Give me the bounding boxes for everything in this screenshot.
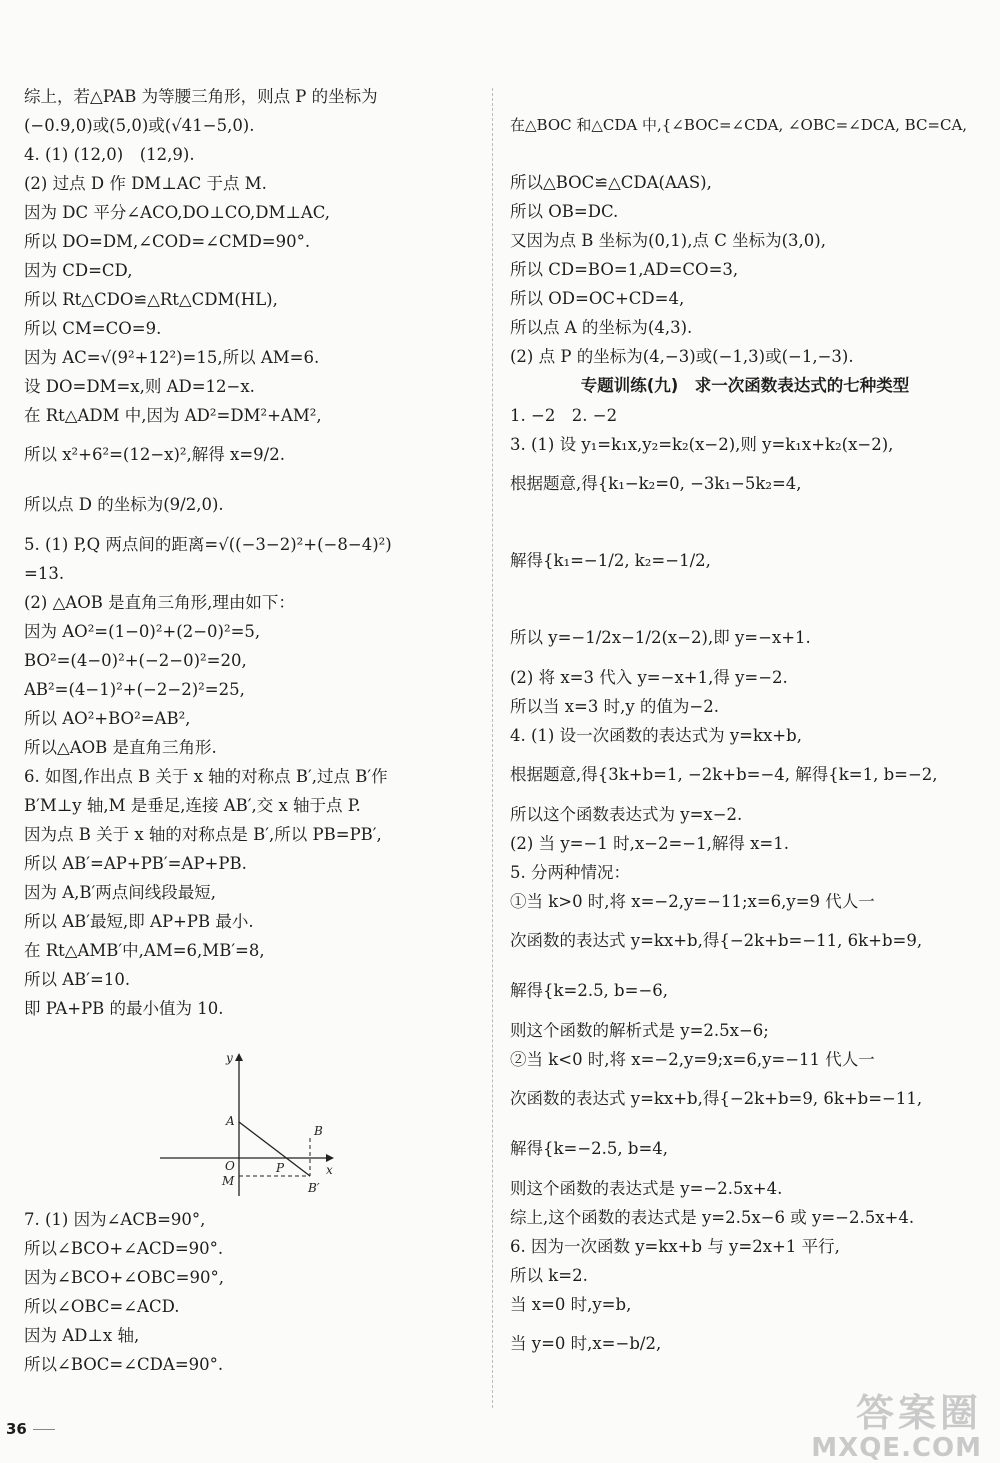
label-b: B	[314, 1124, 323, 1138]
text-line: 所以 y=−1/2x−1/2(x−2),即 y=−x+1.	[510, 628, 811, 647]
section-heading: 专题训练(九) 求一次函数表达式的七种类型	[580, 376, 910, 395]
text-line: (2) 当 y=−1 时,x−2=−1,解得 x=1.	[510, 834, 789, 853]
segment-ab-prime	[239, 1122, 310, 1176]
label-p: P	[276, 1161, 285, 1175]
text-line: 解得{k=2.5, b=−6,	[510, 981, 669, 1000]
text-line: 所以当 x=3 时,y 的值为−2.	[510, 697, 719, 716]
text-line: 当 x=0 时,y=b,	[510, 1295, 632, 1314]
text-line: (2) 过点 D 作 DM⊥AC 于点 M.	[24, 174, 267, 193]
text-line: 3. (1) 设 y₁=k₁x,y₂=k₂(x−2),则 y=k₁x+k₂(x−2),	[510, 435, 894, 454]
text-line: (2) 点 P 的坐标为(4,−3)或(−1,3)或(−1,−3).	[510, 347, 854, 366]
text-line: 根据题意,得{k₁−k₂=0, −3k₁−5k₂=4,	[510, 474, 802, 493]
text-line: 设 DO=DM=x,则 AD=12−x.	[24, 377, 255, 396]
text-line: AB²=(4−1)²+(−2−2)²=25,	[24, 680, 245, 699]
text-line: 因为 DC 平分∠ACO,DO⊥CO,DM⊥AC,	[24, 203, 331, 222]
text-line: 综上,这个函数的表达式是 y=2.5x−6 或 y=−2.5x+4.	[510, 1208, 915, 1227]
text-line: 所以 OB=DC.	[510, 202, 619, 221]
text-line: 解得{k=−2.5, b=4,	[510, 1139, 669, 1158]
x-axis-arrow	[326, 1154, 334, 1162]
text-line: 所以∠BCO+∠ACD=90°.	[24, 1239, 224, 1258]
text-line: 所以 AB′=10.	[24, 970, 131, 989]
text-line: ①当 k>0 时,将 x=−2,y=−11;x=6,y=9 代人一	[510, 892, 875, 911]
text-line: 所以点 D 的坐标为(9/2,0).	[24, 495, 224, 514]
text-line: 综上，若△PAB 为等腰三角形，则点 P 的坐标为	[24, 87, 378, 106]
text-line: 即 PA+PB 的最小值为 10.	[24, 999, 224, 1018]
text-line: 因为 AC=√(9²+12²)=15,所以 AM=6.	[24, 348, 320, 367]
text-line: 所以 x²+6²=(12−x)²,解得 x=9/2.	[24, 445, 285, 464]
text-line: 则这个函数的解析式是 y=2.5x−6;	[510, 1021, 769, 1040]
watermark-logo: 答案圈 MXQE.COM	[811, 1391, 982, 1463]
text-line: 所以△BOC≌△CDA(AAS),	[510, 173, 712, 192]
text-line: (2) △AOB 是直角三角形,理由如下：	[24, 593, 295, 612]
text-line: 所以 CM=CO=9.	[24, 319, 162, 338]
label-x: x	[326, 1163, 333, 1177]
text-line: 则这个函数的表达式是 y=−2.5x+4.	[510, 1179, 783, 1198]
text-line: 所以∠BOC=∠CDA=90°.	[24, 1355, 224, 1374]
text-line: 所以 k=2.	[510, 1266, 588, 1285]
y-axis-arrow	[235, 1053, 243, 1061]
label-y: y	[226, 1051, 233, 1065]
text-line: 因为 AD⊥x 轴,	[24, 1326, 140, 1345]
text-line: 所以 DO=DM,∠COD=∠CMD=90°.	[24, 232, 311, 251]
text-line: 5. (1) P,Q 两点间的距离=√((−3−2)²+(−8−4)²)	[24, 535, 392, 554]
label-b-prime: B′	[308, 1181, 320, 1195]
coordinate-figure	[160, 1050, 340, 1200]
text-line: =13.	[24, 564, 65, 583]
text-line: 所以 Rt△CDO≌△Rt△CDM(HL),	[24, 290, 278, 309]
text-line: 所以点 A 的坐标为(4,3).	[510, 318, 693, 337]
text-line: 解得{k₁=−1/2, k₂=−1/2,	[510, 551, 711, 570]
text-line: BO²=(4−0)²+(−2−0)²=20,	[24, 651, 247, 670]
text-line: 根据题意,得{3k+b=1, −2k+b=−4, 解得{k=1, b=−2,	[510, 765, 938, 784]
text-line: 又因为点 B 坐标为(0,1),点 C 坐标为(3,0),	[510, 231, 826, 250]
right-column	[510, 82, 980, 1369]
text-line: 7. (1) 因为∠ACB=90°,	[24, 1210, 206, 1229]
text-line: 所以 AB′=AP+PB′=AP+PB.	[24, 854, 247, 873]
text-line: 当 y=0 时,x=−b/2,	[510, 1334, 662, 1353]
text-line: 所以△AOB 是直角三角形.	[24, 738, 217, 757]
text-line: 6. 如图,作出点 B 关于 x 轴的对称点 B′,过点 B′作	[24, 767, 388, 786]
text-line: 所以 AB′最短,即 AP+PB 最小.	[24, 912, 254, 931]
text-line: 次函数的表达式 y=kx+b,得{−2k+b=9, 6k+b=−11,	[510, 1089, 923, 1108]
text-line: 因为 CD=CD,	[24, 261, 133, 280]
text-line: 次函数的表达式 y=kx+b,得{−2k+b=−11, 6k+b=9,	[510, 931, 923, 950]
text-line: 因为 AO²=(1−0)²+(2−0)²=5,	[24, 622, 261, 641]
text-line: 在 Rt△ADM 中,因为 AD²=DM²+AM²,	[24, 406, 322, 425]
text-line: 所以 CD=BO=1,AD=CO=3,	[510, 260, 739, 279]
label-o: O	[225, 1159, 235, 1173]
text-line: 因为点 B 关于 x 轴的对称点是 B′,所以 PB=PB′,	[24, 825, 382, 844]
text-line: 1. −2 2. −2	[510, 406, 618, 425]
text-line: 因为∠BCO+∠OBC=90°,	[24, 1268, 224, 1287]
label-a: A	[226, 1114, 235, 1128]
label-m: M	[222, 1174, 235, 1188]
text-line: 4. (1) (12,0) (12,9).	[24, 145, 195, 164]
text-line: ②当 k<0 时,将 x=−2,y=9;x=6,y=−11 代人一	[510, 1050, 875, 1069]
text-line: 5. 分两种情况：	[510, 863, 630, 882]
text-line: 所以这个函数表达式为 y=x−2.	[510, 805, 743, 824]
text-line: 6. 因为一次函数 y=kx+b 与 y=2x+1 平行,	[510, 1237, 840, 1256]
text-line: 所以 AO²+BO²=AB²,	[24, 709, 191, 728]
text-line: (−0.9,0)或(5,0)或(√41−5,0).	[24, 116, 255, 135]
text-line: 在 Rt△AMB′中,AM=6,MB′=8,	[24, 941, 265, 960]
text-line: 所以 OD=OC+CD=4,	[510, 289, 685, 308]
text-line: B′M⊥y 轴,M 是垂足,连接 AB′,交 x 轴于点 P.	[24, 796, 361, 815]
text-line: 在△BOC 和△CDA 中,{∠BOC=∠CDA, ∠OBC=∠DCA, BC=CA,	[510, 116, 968, 134]
text-line: (2) 将 x=3 代入 y=−x+1,得 y=−2.	[510, 668, 788, 687]
text-line: 4. (1) 设一次函数的表达式为 y=kx+b,	[510, 726, 802, 745]
text-line: 所以∠OBC=∠ACD.	[24, 1297, 180, 1316]
text-line: 因为 A,B′两点间线段最短,	[24, 883, 217, 902]
column-divider	[492, 88, 493, 1408]
page-number: 36	[6, 1420, 55, 1438]
